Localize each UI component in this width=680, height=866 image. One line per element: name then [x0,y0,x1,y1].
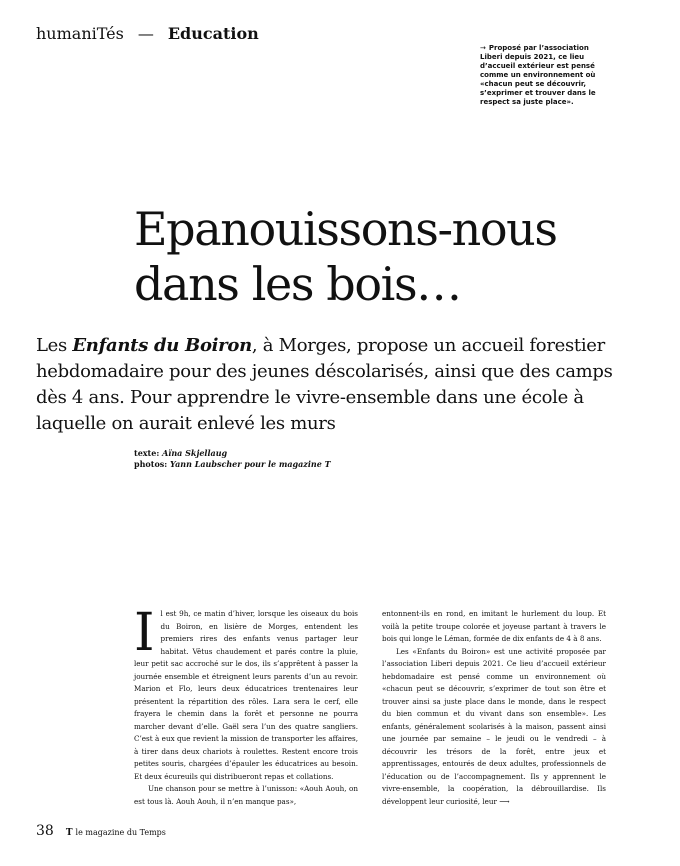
page-footer [36,823,166,839]
rubric-name: Education [167,24,259,43]
photo-caption [480,44,610,107]
magazine-logo: T [65,828,73,838]
section-header [36,24,259,48]
section-name: humaniTés [36,24,124,43]
article-title: Epanouissons-nous dans les bois… [134,202,557,311]
text-credit [134,448,554,459]
lede-highlight: Enfants du Boiron [72,335,252,356]
text-author: Aïna Skjellaug [162,448,228,458]
article-lede [36,333,636,437]
photo-credit-label: photos: [134,459,168,469]
magazine-name: le magazine du Temps [75,828,166,837]
body-column-left [134,603,358,808]
lede-prefix: Les [36,335,73,356]
paragraph-text: Les «Enfants du Boiron» est une activité proposée par l’association Liberi depuis 2021. Ce lieu d’accueil extérieur hebdomadaire est pensé comme un environnement où «chacun peut se découvrir, s’exprimer de tout son être et trouver ainsi sa juste place dans le monde, dans le respect du bien commun et du vivant dans son ensemble». Les enfants, généralement scolarisés à la maison, passent ainsi une journée par semaine – le jeudi ou le vendredi – à découvrir les trésors de la forêt, entre jeux et apprentissages, entourés de deux adultes, professionnels de l’éducation ou de l’accompagnement. Ils y apprennent le vivre-ensemble, la coopération, la débrouillardise. Ils développent leur curiosité, leur [382,646,606,806]
text-credit-label: texte: [134,448,160,458]
article-credits [134,448,554,470]
body-paragraph: Une chanson pour se mettre à l’unisson: «Aouh Aouh, on est tous là. Aouh Aouh, il n’en manque pas», [134,784,358,806]
paragraph-text: l est 9h, ce matin d’hiver, lorsque les oiseaux du bois du Boiron, en lisière de Morges, entendent les premiers rires des enfants venus partager leur habitat. Vêtus chaudement et parés contre la pluie, leur petit sac accroché sur le dos, ils s’apprêtent à passer la journée ensemble et étreignent leurs parents d’un au revoir. Marion et Flo, leurs deux éducatrices trentenaires leur présentent la répartition des rôles. Lara sera le cerf, elle frayera le chemin dans la forêt et personne ne pourra marcher devant d’elle. Gaël sera l’un des quatre sangliers. C’est à eux que revient la mission de transporter les affaires, à tirer dans deux chariots à roulettes. Restent encore trois petites souris, chargées d’épauler les éducatrices au besoin. Et deux écureuils qui distribueront repas et collations. [134,609,358,781]
caption-arrow-icon: → [480,44,486,52]
continue-arrow-icon: ⟶ [499,796,510,806]
page-number: 38 [36,823,54,839]
caption-text: Proposé par l’association Liberi depuis 2021, ce lieu d’accueil extérieur est pensé comme un environnement où «chacun peut se découvrir, s’exprimer et trouver dans le respect sa juste place». [480,44,596,106]
drop-cap: I [134,603,155,663]
body-paragraph: entonnent-ils en rond, en imitant le hurlement du loup. Et voilà la petite troupe colorée et joyeuse partant à travers le bois qui longe le Léman, formée de dix enfants de 4 à 8 ans. [382,609,606,643]
body-column-right [382,608,606,808]
photo-credit [134,459,554,470]
lede-rest: , à Morges, propose un accueil forestier hebdomadaire pour des jeunes déscolarisés, ainsi que des camps dès 4 ans. Pour apprendre le vivre-ensemble dans une école à laquelle on aurait enlevé les murs [36,335,613,434]
header-separator: — [137,24,154,43]
body-paragraph [382,646,606,809]
photo-author: Yann Laubscher pour le magazine T [170,459,331,469]
body-paragraph [134,603,358,783]
